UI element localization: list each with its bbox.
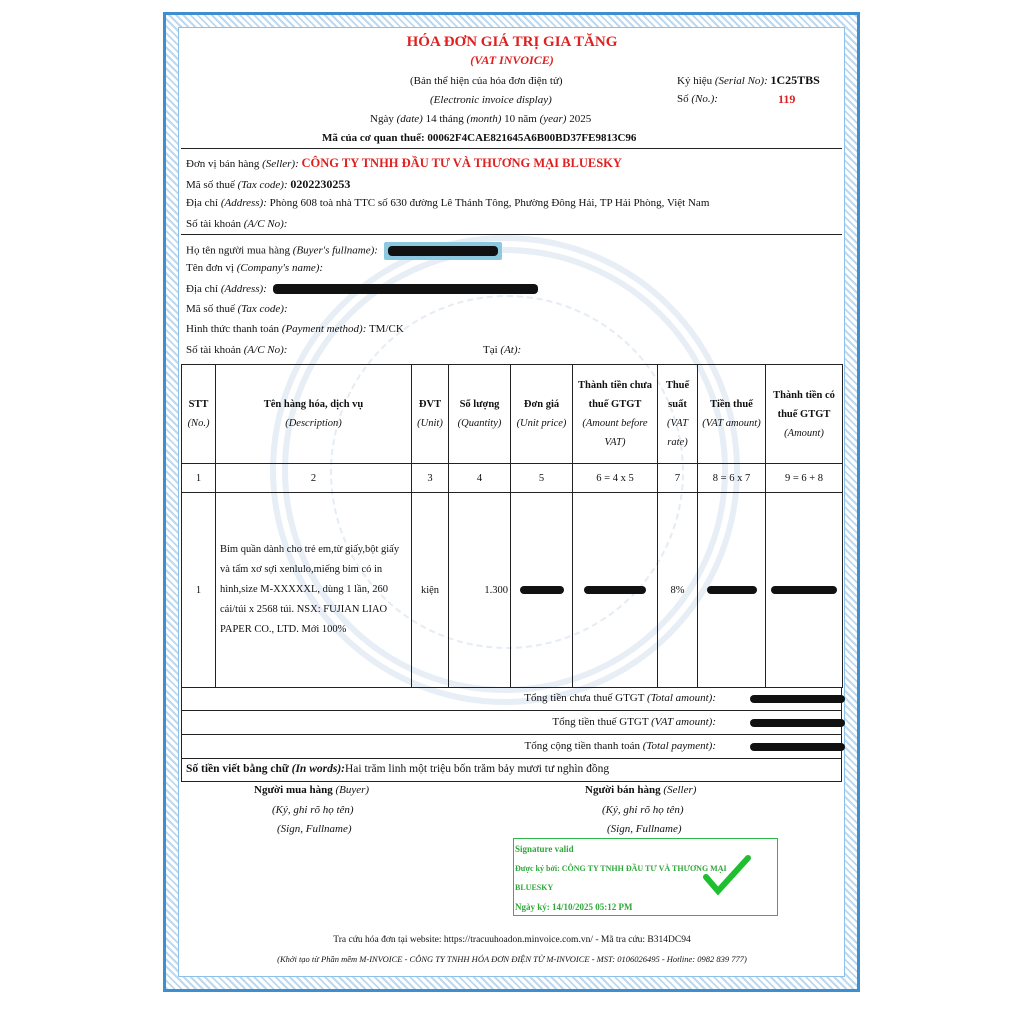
- signed-date: Ngày ký: 14/10/2025 05:12 PM: [515, 902, 633, 912]
- column-header: Thành tiền chưa thuế GTGT (Amount before VAT): [573, 365, 658, 464]
- signed-by: Được ký bởi: CÔNG TY TNHH ĐẦU TƯ VÀ THƯƠNG MẠI: [515, 864, 727, 873]
- seller-name: Đơn vị bán hàng (Seller): CÔNG TY TNHH ĐẦU TƯ VÀ THƯƠNG MẠI BLUESKY: [186, 156, 622, 170]
- total-vat: Tổng tiền thuế GTGT (VAT amount):: [181, 711, 842, 735]
- redaction-highlight: [384, 242, 502, 260]
- lookup-info: Tra cứu hóa đơn tại website: https://tracuuhoadon.minvoice.com.vn/ - Mã tra cứu: B314DC94: [333, 935, 691, 945]
- buyer-company: Tên đơn vị (Company's name):: [186, 262, 324, 274]
- cell-rate: 8%: [658, 493, 698, 688]
- seller-signature-title: Người bán hàng (Seller): [585, 784, 697, 796]
- cell-unit: kiện: [412, 493, 449, 688]
- seller-account: Số tài khoản (A/C No):: [186, 218, 288, 230]
- signature-valid: Signature valid: [515, 844, 574, 854]
- serial: Ký hiệu (Serial No): 1C25TBS: [677, 73, 820, 87]
- digital-signature-box: [513, 838, 778, 916]
- total-before-vat: Tổng tiền chưa thuế GTGT (Total amount):: [181, 687, 842, 711]
- display-en: (Electronic invoice display): [430, 94, 552, 106]
- amount-in-words: Số tiền viết bằng chữ (In words):Hai trăm linh một triệu bốn trăm bảy mươi tư nghìn đồng: [181, 759, 842, 782]
- invoice-date: Ngày (date) 14 tháng (month) 10 năm (year) 2025: [370, 113, 592, 125]
- column-index: 5: [511, 464, 573, 493]
- cell-total: [766, 493, 843, 688]
- column-header: ĐVT (Unit): [412, 365, 449, 464]
- column-index: 8 = 6 x 7: [698, 464, 766, 493]
- buyer-account: Số tài khoản (A/C No):: [186, 344, 288, 356]
- signed-by-2: BLUESKY: [515, 883, 554, 892]
- invoice-number: Số (No.):: [677, 93, 718, 105]
- column-index: 9 = 6 + 8: [766, 464, 843, 493]
- cell-amount: [573, 493, 658, 688]
- column-header: Thuế suất (VAT rate): [658, 365, 698, 464]
- seller-tax: Mã số thuế (Tax code): 0202230253: [186, 177, 351, 191]
- column-index: 6 = 4 x 5: [573, 464, 658, 493]
- seller-sign-vi: (Ký, ghi rõ họ tên): [602, 804, 684, 816]
- column-header: Tên hàng hóa, dịch vụ (Description): [216, 365, 412, 464]
- cell-no: 1: [182, 493, 216, 688]
- column-index: 3: [412, 464, 449, 493]
- cell-price: [511, 493, 573, 688]
- table-row: [182, 493, 843, 688]
- column-index: 7: [658, 464, 698, 493]
- seller-sign-en: (Sign, Fullname): [607, 823, 682, 835]
- seller-address: Địa chỉ (Address): Phòng 608 toà nhà TTC số 630 đường Lê Thánh Tông, Phường Đông Hải, TP Hải Phòng, Việt Nam: [186, 197, 710, 209]
- buyer-signature-title: Người mua hàng (Buyer): [254, 784, 370, 796]
- invoice-title-en: (VAT INVOICE): [470, 53, 554, 67]
- column-header: STT (No.): [182, 365, 216, 464]
- buyer-sign-en: (Sign, Fullname): [277, 823, 352, 835]
- buyer-sign-vi: (Ký, ghi rõ họ tên): [272, 804, 354, 816]
- bank-at: Tại (At):: [483, 344, 522, 356]
- software-info: (Khởi tạo từ Phần mềm M-INVOICE - CÔNG TY TNHH HÓA ĐƠN ĐIỆN TỬ M-INVOICE - MST: 0106026495 - Hotline: 0982 839 777): [277, 954, 747, 964]
- total-payment: Tổng cộng tiền thanh toán (Total payment):: [181, 735, 842, 759]
- cell-desc: Bỉm quần dành cho trẻ em,từ giấy,bột giấy và tấm xơ sợi xenlulo,miếng bỉm có in hình,size M-XXXXXL, dùng 1 lần, 260 cái/túi x 2568 túi. NSX: FUJIAN LIAO PAPER CO., LTD. Mới 100%: [216, 493, 412, 688]
- cell-qty: 1.300: [449, 493, 511, 688]
- buyer-tax: Mã số thuế (Tax code):: [186, 303, 288, 315]
- tax-authority-code: Mã của cơ quan thuế: 00062F4CAE821645A6B00BD37FE9813C96: [322, 132, 637, 144]
- payment-method: Hình thức thanh toán (Payment method): TM/CK: [186, 323, 404, 335]
- column-header: Đơn giá (Unit price): [511, 365, 573, 464]
- column-header: Tiền thuế (VAT amount): [698, 365, 766, 464]
- checkmark-icon: [702, 855, 752, 897]
- cell-vat: [698, 493, 766, 688]
- column-header: Số lượng (Quantity): [449, 365, 511, 464]
- buyer-name: Họ tên người mua hàng (Buyer's fullname):: [186, 242, 502, 260]
- items-table: [181, 364, 843, 688]
- display-vi: (Bản thể hiện của hóa đơn điện tử): [410, 75, 563, 87]
- redaction: [273, 284, 538, 294]
- column-header: Thành tiền có thuế GTGT (Amount): [766, 365, 843, 464]
- column-index: 2: [216, 464, 412, 493]
- column-index: 4: [449, 464, 511, 493]
- invoice-number-value: 119: [778, 92, 796, 106]
- redaction: [388, 246, 498, 256]
- column-index: 1: [182, 464, 216, 493]
- invoice-title: HÓA ĐƠN GIÁ TRỊ GIA TĂNG: [406, 34, 618, 50]
- buyer-address: Địa chỉ (Address):: [186, 283, 538, 295]
